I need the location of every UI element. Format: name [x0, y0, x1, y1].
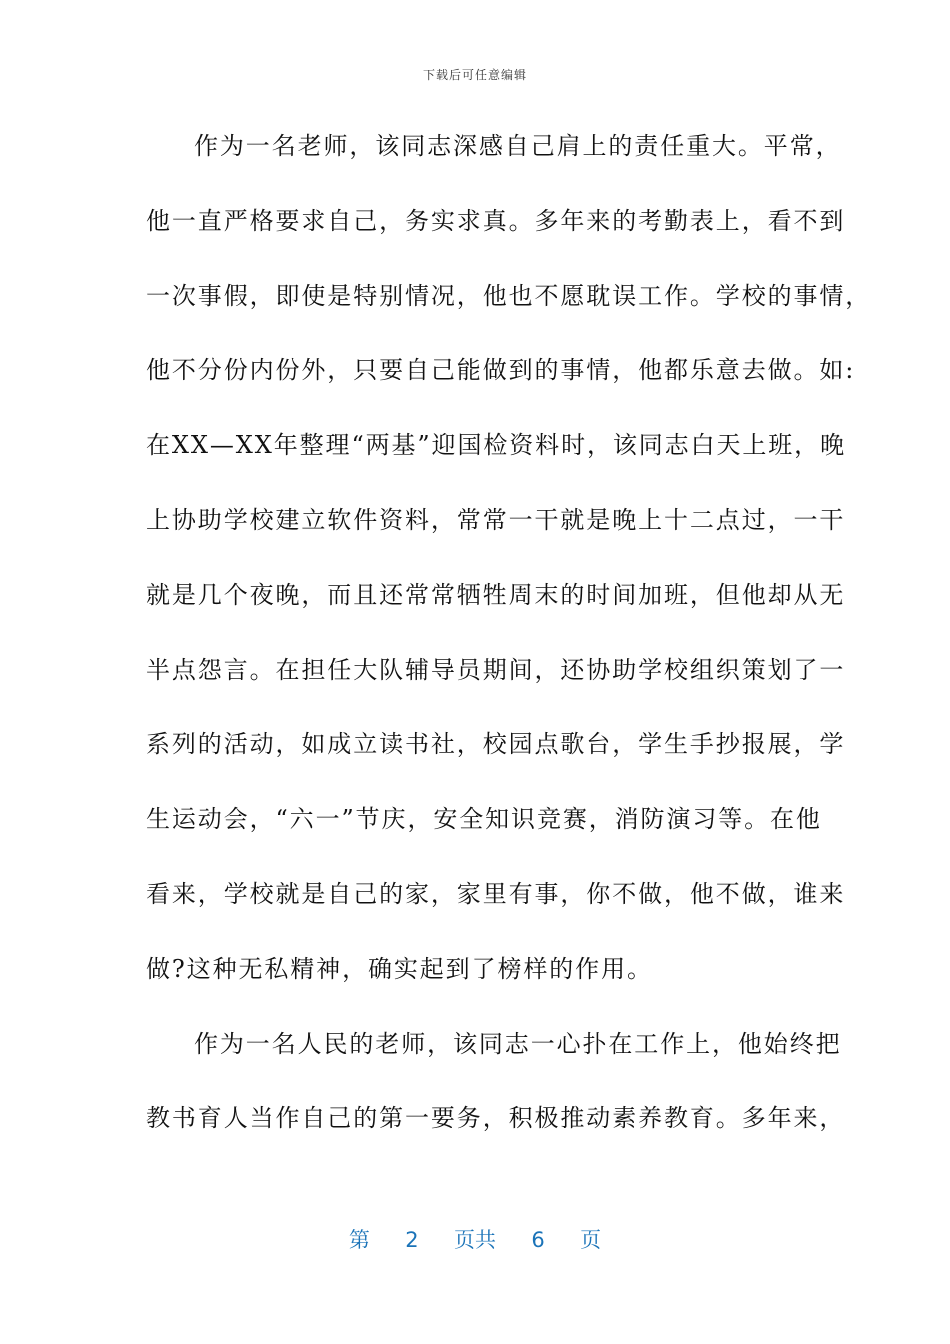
paragraph-line: 看来，学校就是自己的家，家里有事，你不做，他不做，谁来 — [146, 879, 846, 908]
paragraph-line: 做?这种无私精神，确实起到了榜样的作用。 — [146, 954, 653, 983]
page-label-prefix: 第 — [348, 1228, 370, 1252]
paragraph-line: 上协助学校建立软件资料，常常一干就是晚上十二点过，一干 — [146, 505, 846, 534]
paragraph-line: 他一直严格要求自己，务实求真。多年来的考勤表上，看不到 — [146, 206, 846, 235]
paragraph-line: 半点怨言。在担任大队辅导员期间，还协助学校组织策划了一 — [146, 655, 846, 684]
paragraph-line: 生运动会，“六一”节庆，安全知识竞赛，消防演习等。在他 — [146, 805, 822, 834]
paragraph-line: 作为一名老师，该同志深感自己肩上的责任重大。平常， — [194, 132, 842, 160]
paragraph-line: 在XX—XX年整理“两基”迎国检资料时，该同志白天上班，晚 — [146, 431, 846, 460]
paragraph-2 — [146, 1024, 846, 1174]
paragraph-line: 作为一名人民的老师，该同志一心扑在工作上，他始终把 — [194, 1029, 842, 1058]
paragraph-line: 他不分份内份外，只要自己能做到的事情，他都乐意去做。如: — [146, 356, 856, 385]
page-label-suffix: 页 — [580, 1228, 602, 1252]
paragraph-line: 教书育人当作自己的第一要务，积极推动素养教育。多年来， — [146, 1104, 846, 1133]
current-page-number: 2 — [405, 1228, 419, 1252]
page-footer — [0, 1224, 950, 1254]
paragraph-line: 就是几个夜晚，而且还常常牺牲周末的时间加班，但他却从无 — [146, 580, 846, 609]
total-pages-number: 6 — [531, 1228, 545, 1252]
header-note: 下载后可任意编辑 — [422, 68, 527, 82]
paragraph-line: 一次事假，即使是特别情况，他也不愿耽误工作。学校的事情， — [146, 281, 872, 310]
page-label-mid: 页共 — [454, 1228, 496, 1252]
paragraph-line: 系列的活动，如成立读书社，校园点歌台，学生手抄报展，学 — [146, 730, 846, 759]
paragraph-1 — [146, 126, 872, 1024]
body-text — [146, 126, 872, 1173]
